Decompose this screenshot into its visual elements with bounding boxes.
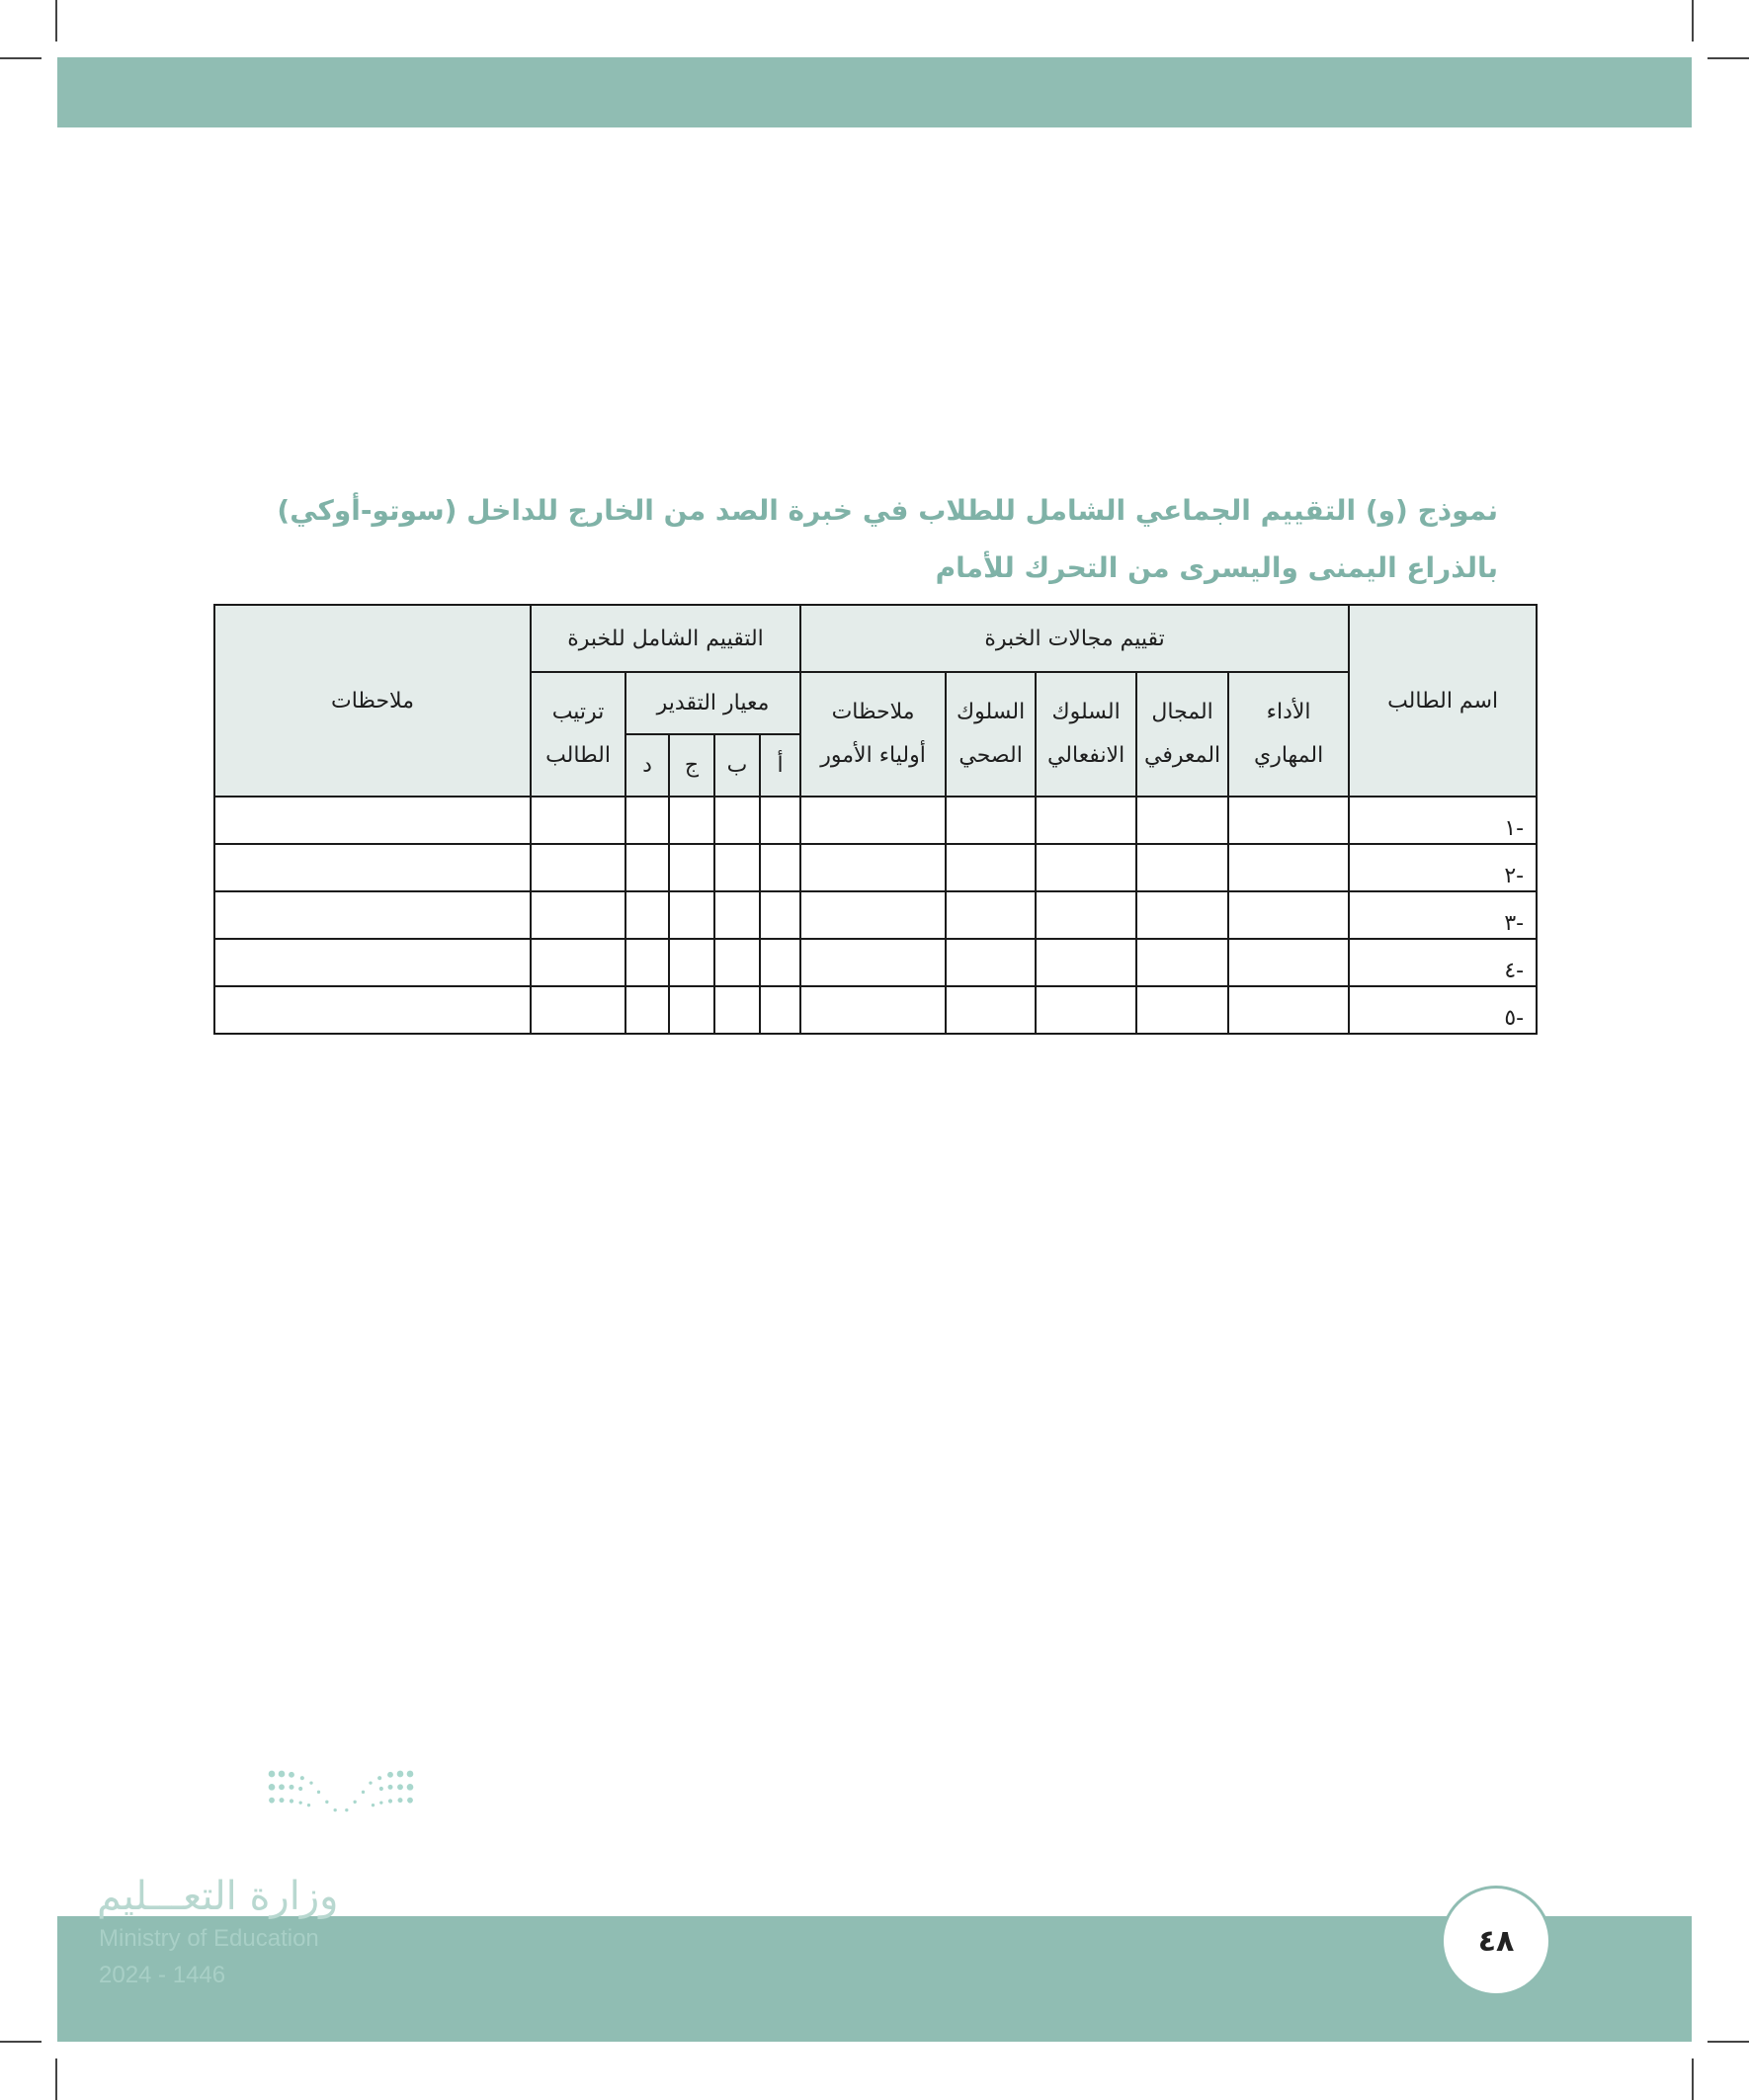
skill-performance-header: الأداء المهاري xyxy=(1228,672,1349,797)
notes-header: ملاحظات xyxy=(214,605,531,797)
domains-group-header: تقييم مجالات الخبرة xyxy=(800,605,1349,672)
crop-mark xyxy=(1692,2058,1694,2100)
table-cell[interactable] xyxy=(714,797,760,844)
table-cell[interactable] xyxy=(760,939,800,986)
table-row xyxy=(214,939,1537,986)
page-number: ٤٨ xyxy=(1477,1923,1515,1959)
table-cell[interactable] xyxy=(1228,891,1349,939)
table-cell[interactable] xyxy=(1136,986,1228,1034)
table-row xyxy=(214,797,1537,844)
crop-mark xyxy=(1707,57,1749,59)
table-cell[interactable] xyxy=(531,939,625,986)
row-number: -٣ xyxy=(1349,891,1537,939)
rating-criterion-header: معيار التقدير xyxy=(625,672,800,734)
table-cell[interactable] xyxy=(1136,844,1228,891)
table-cell[interactable] xyxy=(714,844,760,891)
emotional-behavior-header: السلوك الانفعالي xyxy=(1036,672,1136,797)
ministry-logo-year: 2024 - 1446 xyxy=(99,1962,226,1988)
table-cell[interactable] xyxy=(800,797,946,844)
grade-d-header: د xyxy=(625,734,669,797)
table-cell[interactable] xyxy=(214,891,531,939)
table-cell[interactable] xyxy=(1036,986,1136,1034)
table-cell[interactable] xyxy=(760,797,800,844)
ministry-logo-arabic: وزارة التعـــليم xyxy=(97,1874,339,1919)
table-cell[interactable] xyxy=(760,891,800,939)
row-number: -١ xyxy=(1349,797,1537,844)
crop-mark xyxy=(55,0,57,42)
table-cell[interactable] xyxy=(800,939,946,986)
ministry-logo-icon xyxy=(198,1769,484,1868)
table-cell[interactable] xyxy=(946,844,1036,891)
table-cell[interactable] xyxy=(625,891,669,939)
table-cell[interactable] xyxy=(800,986,946,1034)
parent-notes-header: ملاحظات أولياء الأمور xyxy=(800,672,946,797)
table-cell[interactable] xyxy=(760,844,800,891)
table-row xyxy=(214,844,1537,891)
table-cell[interactable] xyxy=(531,844,625,891)
table-row xyxy=(214,986,1537,1034)
table-cell[interactable] xyxy=(714,986,760,1034)
cognitive-domain-header: المجال المعرفي xyxy=(1136,672,1228,797)
table-cell[interactable] xyxy=(625,986,669,1034)
table-cell[interactable] xyxy=(1036,797,1136,844)
table-cell[interactable] xyxy=(1228,939,1349,986)
table-cell[interactable] xyxy=(214,986,531,1034)
table-cell[interactable] xyxy=(669,939,714,986)
table-cell[interactable] xyxy=(946,939,1036,986)
table-cell[interactable] xyxy=(800,844,946,891)
table-cell[interactable] xyxy=(714,939,760,986)
table-cell[interactable] xyxy=(625,797,669,844)
row-number: -٥ xyxy=(1349,986,1537,1034)
crop-mark xyxy=(0,2041,42,2043)
table-cell[interactable] xyxy=(1228,797,1349,844)
crop-mark xyxy=(1707,2041,1749,2043)
table-cell[interactable] xyxy=(214,844,531,891)
table-cell[interactable] xyxy=(214,939,531,986)
evaluation-table xyxy=(213,604,1538,1035)
table-cell[interactable] xyxy=(531,986,625,1034)
table-row xyxy=(214,891,1537,939)
student-rank-header: ترتيب الطالب xyxy=(531,672,625,797)
table-cell[interactable] xyxy=(1136,891,1228,939)
header-band xyxy=(57,57,1692,127)
crop-mark xyxy=(0,57,42,59)
row-number: -٤ xyxy=(1349,939,1537,986)
table-cell[interactable] xyxy=(1036,939,1136,986)
grade-c-header: ج xyxy=(669,734,714,797)
table-cell[interactable] xyxy=(669,891,714,939)
health-behavior-header: السلوك الصحي xyxy=(946,672,1036,797)
table-cell[interactable] xyxy=(531,891,625,939)
table-cell[interactable] xyxy=(531,797,625,844)
table-cell[interactable] xyxy=(625,939,669,986)
table-cell[interactable] xyxy=(946,891,1036,939)
row-number: -٢ xyxy=(1349,844,1537,891)
table-cell[interactable] xyxy=(714,891,760,939)
table-cell[interactable] xyxy=(1036,844,1136,891)
table-cell[interactable] xyxy=(760,986,800,1034)
table-cell[interactable] xyxy=(1228,986,1349,1034)
page-title: نموذج (و) التقييم الجماعي الشامل للطلاب في خبرة الصد من الخارج للداخل (سوتو-أوكي) بالذراع اليمنى واليسرى من التحرك للأمام xyxy=(277,494,1498,584)
table-cell[interactable] xyxy=(1036,891,1136,939)
table-cell[interactable] xyxy=(625,844,669,891)
student-name-header: اسم الطالب xyxy=(1349,605,1537,797)
table-cell[interactable] xyxy=(1228,844,1349,891)
table-cell[interactable] xyxy=(800,891,946,939)
comprehensive-group-header: التقييم الشامل للخبرة xyxy=(531,605,800,672)
grade-b-header: ب xyxy=(714,734,760,797)
table-cell[interactable] xyxy=(214,797,531,844)
table-cell[interactable] xyxy=(946,986,1036,1034)
table-cell[interactable] xyxy=(669,844,714,891)
table-cell[interactable] xyxy=(669,986,714,1034)
table-cell[interactable] xyxy=(1136,797,1228,844)
crop-mark xyxy=(55,2058,57,2100)
grade-a-header: أ xyxy=(760,734,800,797)
table-cell[interactable] xyxy=(1136,939,1228,986)
table-cell[interactable] xyxy=(946,797,1036,844)
page-number-badge xyxy=(1441,1886,1551,1996)
table-cell[interactable] xyxy=(669,797,714,844)
crop-mark xyxy=(1692,0,1694,42)
ministry-logo-english: Ministry of Education xyxy=(99,1925,319,1952)
